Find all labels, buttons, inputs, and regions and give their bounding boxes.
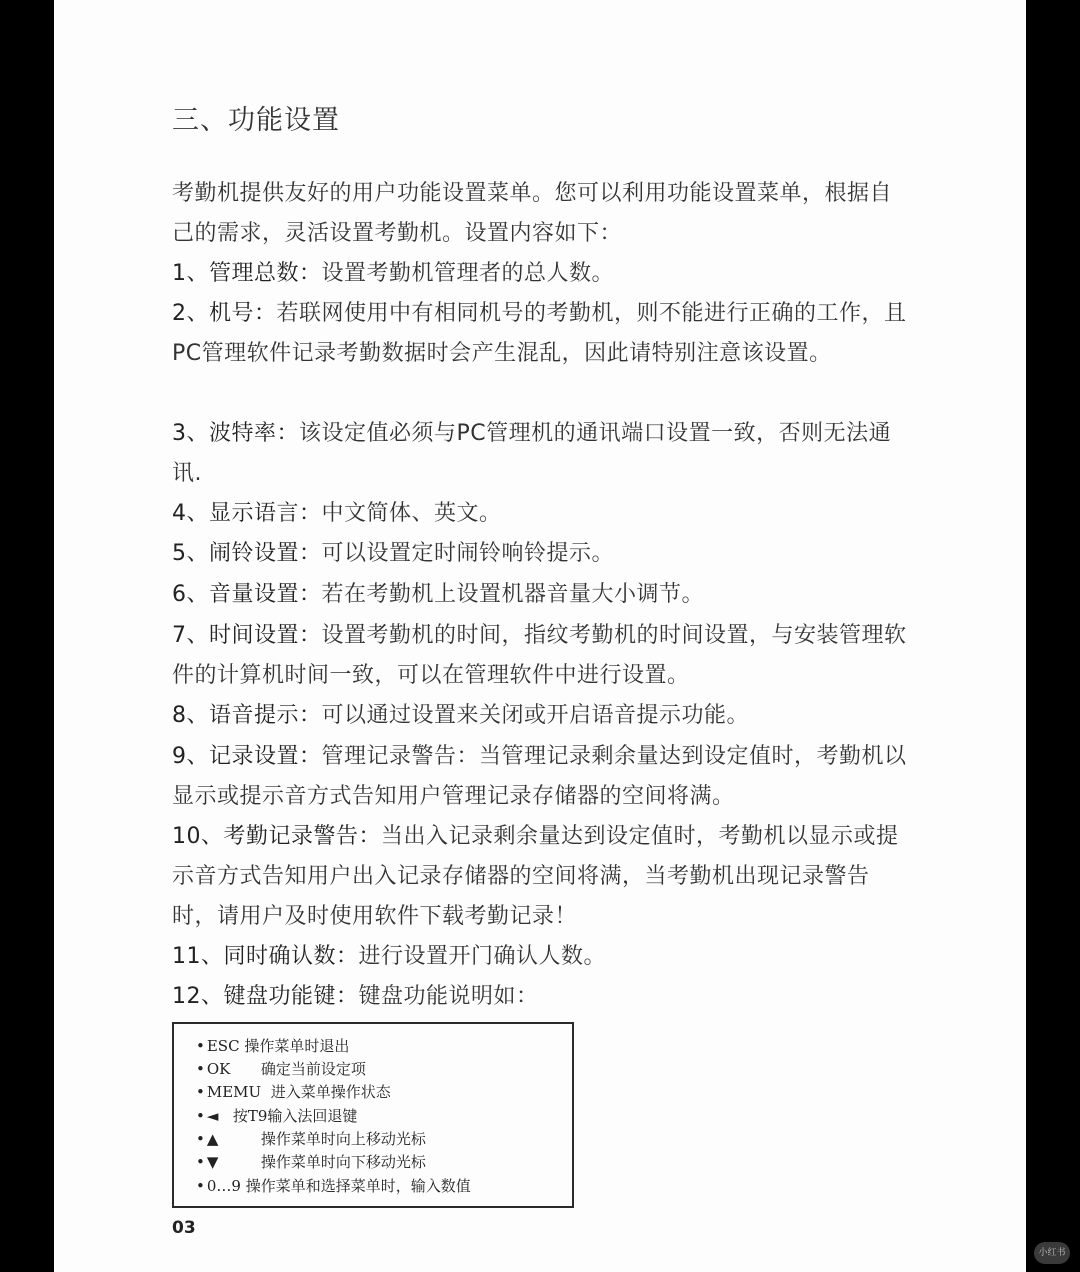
section-title: 三、功能设置 <box>172 105 340 136</box>
key-row-memu: • MEMU 进入菜单操作状态 <box>196 1083 391 1101</box>
item-term: 10、考勤记录警告： <box>172 824 381 849</box>
key-label: ESC <box>206 1037 240 1055</box>
item-text: 该设定值必须与PC管理机的通讯端口设置一致，否则无法通讯. <box>172 421 892 486</box>
key-row-ok: • OK 确定当前设定项 <box>196 1060 366 1078</box>
list-item-8 <box>172 696 912 736</box>
key-description: 操作菜单和选择菜单时，输入数值 <box>245 1177 471 1195</box>
item-text: 设置考勤机管理者的总人数。 <box>321 261 615 286</box>
item-term: 8、语音提示： <box>172 703 322 728</box>
key-description: 操作菜单时退出 <box>244 1037 350 1055</box>
item-term: 11、同时确认数： <box>172 944 359 969</box>
key-label: OK <box>206 1060 231 1078</box>
item-text: 可以通过设置来关闭或开启语音提示功能。 <box>321 703 750 728</box>
page-number: 03 <box>172 1218 196 1238</box>
list-item-7 <box>172 616 912 696</box>
item-term: 2、机号： <box>172 301 277 326</box>
item-text: 当出入记录剩余量达到设定值时，考勤机以显示或提示音方式告知用户出入记录存储器的空间将满，当考勤机出现记录警告时，请用户及时使用软件下载考勤记录！ <box>172 824 899 929</box>
item-term: 3、波特率： <box>172 421 299 446</box>
list-item-10 <box>172 817 912 937</box>
keyboard-function-box <box>172 1022 574 1208</box>
item-text: 若联网使用中有相同机号的考勤机，则不能进行正确的工作，且PC管理软件记录考勤数据时会产生混乱，因此请特别注意该设置。 <box>172 301 907 366</box>
key-description: 进入菜单操作状态 <box>270 1083 391 1101</box>
key-row-up: • ▲ 操作菜单时向上移动光标 <box>196 1130 426 1148</box>
list-item-1 <box>172 254 912 294</box>
item-term: 6、音量设置： <box>172 582 322 607</box>
item-text: 可以设置定时闹铃响铃提示。 <box>321 541 615 566</box>
key-description: 操作菜单时向上移动光标 <box>260 1130 426 1148</box>
key-label: MEMU <box>206 1083 262 1101</box>
key-label: 0…9 <box>206 1177 241 1195</box>
list-item-12 <box>172 977 912 1017</box>
item-term: 9、记录设置： <box>172 744 322 769</box>
item-text: 键盘功能说明如： <box>358 984 539 1009</box>
up-arrow-icon: ▲ <box>206 1130 219 1148</box>
down-arrow-icon: ▼ <box>206 1153 219 1171</box>
item-term: 7、时间设置： <box>172 623 322 648</box>
item-text: 设置考勤机的时间，指纹考勤机的时间设置，与安装管理软件的计算机时间一致，可以在管理软件中进行设置。 <box>172 623 907 688</box>
key-description: 确定当前设定项 <box>260 1060 366 1078</box>
watermark-logo: 小红书 <box>1034 1242 1070 1264</box>
list-item-9 <box>172 737 912 817</box>
list-item-3 <box>172 414 912 494</box>
left-arrow-icon: ◄ <box>206 1107 219 1125</box>
item-term: 12、键盘功能键： <box>172 984 359 1009</box>
key-row-digits: • 0…9 操作菜单和选择菜单时，输入数值 <box>196 1177 471 1195</box>
key-description: 操作菜单时向下移动光标 <box>260 1153 426 1171</box>
item-text: 中文简体、英文。 <box>321 501 502 526</box>
item-term: 4、显示语言： <box>172 501 322 526</box>
document-page <box>54 0 1026 1272</box>
key-row-esc: • ESC 操作菜单时退出 <box>196 1037 350 1055</box>
item-text: 管理记录警告：当管理记录剩余量达到设定值时，考勤机以显示或提示音方式告知用户管理记录存储器的空间将满。 <box>172 744 907 809</box>
key-row-down: • ▼ 操作菜单时向下移动光标 <box>196 1153 426 1171</box>
list-item-4 <box>172 494 912 534</box>
list-item-2 <box>172 294 912 374</box>
item-term: 1、管理总数： <box>172 261 322 286</box>
list-item-11 <box>172 937 912 977</box>
key-description: 按T9输入法回退键 <box>232 1107 358 1125</box>
item-text: 若在考勤机上设置机器音量大小调节。 <box>321 582 705 607</box>
list-item-5 <box>172 534 912 574</box>
intro-paragraph: 考勤机提供友好的用户功能设置菜单。您可以利用功能设置菜单，根据自己的需求，灵活设置考勤机。设置内容如下： <box>172 181 893 246</box>
item-term: 5、闹铃设置： <box>172 541 322 566</box>
item-text: 进行设置开门确认人数。 <box>358 944 607 969</box>
list-item-6 <box>172 575 912 615</box>
key-row-back: • ◄ 按T9输入法回退键 <box>196 1107 358 1125</box>
